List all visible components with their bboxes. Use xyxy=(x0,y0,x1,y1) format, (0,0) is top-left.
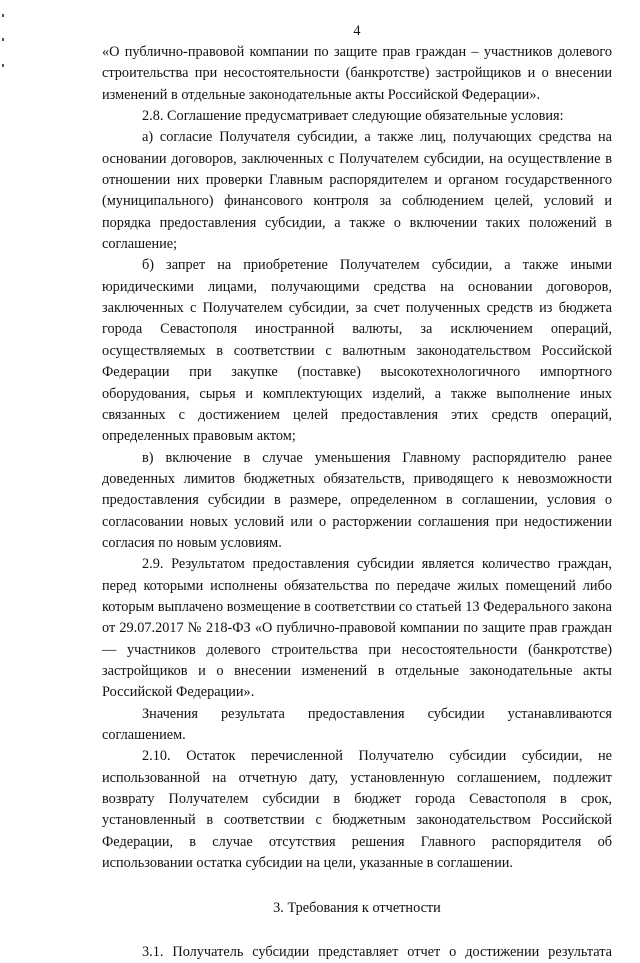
paragraph-2-8: 2.8. Соглашение предусматривает следующие обязательные условия: xyxy=(142,108,564,125)
paragraph-3-1: 3.1. Получатель субсидии представляет отчет о достижении результата xyxy=(142,943,612,960)
document-body xyxy=(102,20,612,963)
paragraph-2-10: 2.10. Остаток перечисленной Получателю субсидии субсидии, не использованной на отчетную дату, установленную соглашением, подлежит возврату Получателем субсидии в бюджет города Севастополя в срок, установленный в соответствии с бюджетным законодательством Российской Федерации, в случае отсутствия решения Главного распорядителя об использовании остатка субсидии на цели, указанные в соглашении. xyxy=(102,748,612,872)
scan-edge-mark xyxy=(2,38,4,41)
paragraph-2-8-a: а) согласие Получателя субсидии, а также лиц, получающих средства на основании договоров, заключенных с Получателем субсидии, на осуществление в отношении них проверки Главным распорядителем и органом государственного (муниципального) финансового контроля за соблюдением целей, условий и порядка предоставления субсидии, а также о включении таких положений в соглашение; xyxy=(102,129,612,253)
scan-edge-mark xyxy=(2,14,4,17)
paragraph-2-8-c: в) включение в случае уменьшения Главному распорядителю ранее доведенных лимитов бюджетных обязательств, приводящего к невозможности предоставления субсидии в размере, определенном в соглашении, условия о согласовании новых условий или о расторжении соглашения при недостижении согласия по новым условиям. xyxy=(102,449,612,551)
paragraph-law-title-continuation: «О публично-правовой компании по защите прав граждан – участников долевого строительства при несостоятельности (банкротстве) застройщиков и о внесении изменений в отдельные законодательные акты Российской Федерации». xyxy=(102,44,612,103)
page-number: 4 xyxy=(353,23,361,39)
scan-edge-mark xyxy=(2,64,4,67)
paragraph-2-9-values: Значения результата предоставления субсидии устанавливаются соглашением. xyxy=(102,705,612,743)
section-heading-3: 3. Требования к отчетности xyxy=(273,900,441,917)
paragraph-2-8-b: б) запрет на приобретение Получателем субсидии, а также иными юридическими лицами, получающими средства на основании договоров, заключенных с Получателем субсидии, за счет полученных средств из бюджета города Севастополя иностранной валюты, за исключением операций, осуществляемых в соответствии с валютным законодательством Российской Федерации при закупке (поставке) высокотехнологичного импортного оборудования, сырья и комплектующих изделий, а также выполнение иных связанных с достижением целей предоставления этих средств операций, определенных правовым актом; xyxy=(102,257,612,445)
paragraph-2-9: 2.9. Результатом предоставления субсидии является количество граждан, перед которыми исполнены обязательства по передаче жилых помещений либо которым выплачено возмещение в соответствии со статьей 13 Федерального закона от 29.07.2017 № 218-ФЗ «О публично-правовой компании по защите прав граждан — участников долевого строительства при несостоятельности (банкротстве) застройщиков и о внесении изменений в отдельные законодательные акты Российской Федерации». xyxy=(102,556,612,701)
